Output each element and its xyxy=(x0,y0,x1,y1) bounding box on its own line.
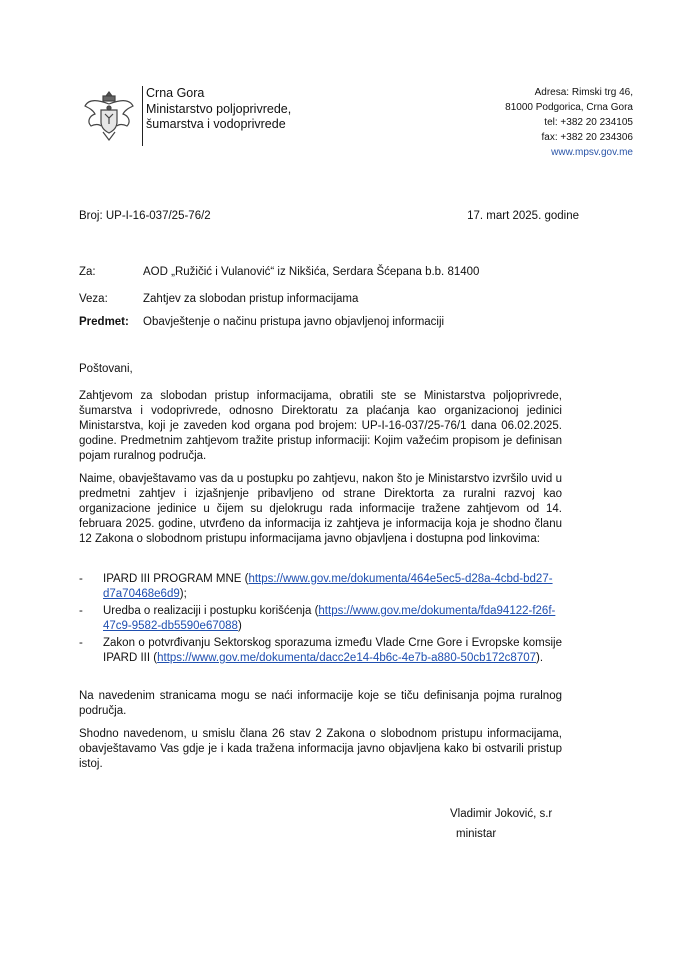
paragraph-3: Na navedenim stranicama mogu se naći informacije koje se tiču definisanja pojma ruralnog područja. xyxy=(79,690,562,717)
item-after: ) xyxy=(237,620,242,632)
subject-value: Obavještenje o načinu pristupa javno objavljenoj informaciji xyxy=(143,316,445,328)
org-country: Crna Gora xyxy=(146,86,205,100)
item-text: Zakon o potvrđivanju Sektorskog sporazuma između Vlade Crne Gore i Evropske komsije IPARD III ( xyxy=(103,637,562,664)
address-line2: 81000 Podgorica, Crna Gora xyxy=(505,102,633,113)
recipient-row xyxy=(79,265,479,279)
reference-row xyxy=(79,292,358,306)
link-list xyxy=(79,572,562,668)
contact-block xyxy=(505,85,633,160)
signature-name: Vladimir Joković, s.r xyxy=(450,808,553,820)
phone: tel: +382 20 234105 xyxy=(544,117,633,128)
list-dash: - xyxy=(79,637,83,649)
header-divider xyxy=(142,86,143,146)
letter-closing xyxy=(79,689,562,780)
address-line1: Adresa: Rimski trg 46, xyxy=(534,87,633,98)
reference-value: Zahtjev za slobodan pristup informacijama xyxy=(143,293,359,305)
recipient-value: AOD „Ružičić i Vulanović“ iz Nikšića, Serdara Šćepana b.b. 81400 xyxy=(143,266,480,278)
letter-body xyxy=(79,362,562,555)
document-link[interactable]: https://www.gov.me/dokumenta/464e5ec5-d28a-4cbd-bd27-d7a70468e6d9 xyxy=(103,573,553,600)
org-ministry-line1: Ministarstvo poljoprivrede, xyxy=(146,101,292,116)
list-dash: - xyxy=(79,573,83,585)
paragraph-4: Shodno navedenom, u smislu člana 26 stav 2 Zakona o slobodnom pristupu informacijama, obavještavamo Vas gdje je i kada tražena informacija javno objavljena kako bi ostvarili pristup istoj. xyxy=(79,728,562,770)
document-number: Broj: UP-I-16-037/25-76/2 xyxy=(79,210,211,222)
document-link[interactable]: https://www.gov.me/dokumenta/fda94122-f26f-47c9-9582-db5590e67088 xyxy=(103,605,556,632)
reference-label: Veza: xyxy=(79,293,108,305)
paragraph-1: Zahtjevom za slobodan pristup informacijama, obratili ste se Ministarstva poljoprivrede, šumarstva i vodoprivrede, odnosno Direktoratu za plaćanja kao organizacionoj jedinici Ministarstva, koji je zaveden kod organa pod brojem: UP-I-16-037/25-76/1 dana 06.02.2025. godine. Predmetnim zahtjevom tražite pristup informaciji: Kojim važećim propisom je definisan pojam ruralnog područja. xyxy=(79,390,562,462)
paragraph-2: Naime, obavještavamo vas da u postupku po zahtjevu, nakon što je Ministarstvo izvršilo uvid u predmetni zahtjev i izjašnjenje pribavljeno od strane Direktorta za ruralni razvoj kao organizacione jedinice u čijem su djelokrugu rada informacije tražene zahtjevom od 14. februara 2025. godine, utvrđeno da informacija iz zahtjeva je informacija koja je shodno članu 12 Zakona o slobodnom pristupu informacijama javno objavljena i dostupna pod linkovima: xyxy=(79,473,562,545)
recipient-label: Za: xyxy=(79,266,96,278)
signature-title: ministar xyxy=(456,828,497,840)
subject-label: Predmet: xyxy=(79,316,129,328)
item-after: ); xyxy=(179,588,187,600)
item-after: ). xyxy=(536,652,544,664)
website-link[interactable]: www.mpsv.gov.me xyxy=(551,147,633,158)
list-item xyxy=(79,604,562,634)
coat-of-arms-icon xyxy=(79,86,139,146)
list-dash: - xyxy=(79,605,83,617)
document-link[interactable]: https://www.gov.me/dokumenta/dacc2e14-4b6c-4e7b-a880-50cb172c8707 xyxy=(157,652,537,664)
document-date: 17. mart 2025. godine xyxy=(467,210,579,222)
item-text: IPARD III PROGRAM MNE ( xyxy=(103,573,249,585)
organization-block xyxy=(146,86,291,133)
list-item xyxy=(79,572,562,602)
item-text: Uredba o realizaciji i postupku korišćenja ( xyxy=(103,605,319,617)
org-ministry-line2: šumarstva i vodoprivrede xyxy=(146,117,286,131)
subject-row xyxy=(79,315,444,329)
salutation: Poštovani, xyxy=(79,363,133,375)
fax: fax: +382 20 234306 xyxy=(541,132,633,143)
list-item xyxy=(79,636,562,666)
